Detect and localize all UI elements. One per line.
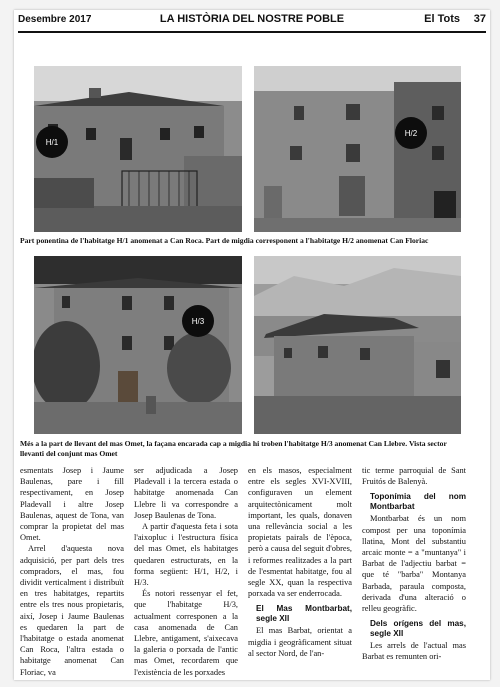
section-heading: El Mas Montbarbat, segle XII	[256, 604, 352, 624]
paragraph: Montbarbat és un nom compost per una toponímia llatina, Mont del substantiu arcaic monte = a "muntanya" i Barbat de l'adjectiu barbat = que té "barba" Montanya Barbada, paraula composta, derivada d'una alteració o relleu geogràfic.	[362, 514, 466, 614]
caption-bottom: Més a la part de llevant del mas Omet, la façana encarada cap a migdia hi troben l'habitatge H/3 anomenat Can Llebre. Vista sector llevanti del conjunt mas Omet	[20, 439, 447, 458]
page-header	[18, 12, 486, 28]
tag-h2: H/2	[395, 117, 427, 149]
photo-can-floriac	[254, 66, 461, 232]
paragraph: tic terme parroquial de Sant Fruitós de Balenyà.	[362, 466, 466, 487]
article-body	[20, 465, 466, 675]
tag-h3: H/3	[182, 305, 214, 337]
paragraph: Les arrels de l'actual mas Barbat es remunten ori-	[362, 641, 466, 662]
column-1	[20, 465, 124, 678]
column-3	[248, 465, 352, 659]
header-rule	[18, 31, 486, 33]
column-2	[134, 465, 238, 678]
paragraph: És notori ressenyar el fet, que l'habitatge H/3, actualment corresponen a la casa anomenada de Can Llebre, antigament, s'aixecava la galeria o porxada de l'antic mas Omet, recordarem que l'existència de les porxades	[134, 589, 238, 677]
paragraph: A partir d'aquesta feta i sota l'aixopluc i l'estructura física del mas Omet, els habitatges quedaren estructurats, en la forma següent: H/1, H/2, i H/3.	[134, 522, 238, 588]
tag-h1: H/1	[36, 126, 68, 158]
paragraph: ser adjudicada a Josep Pladevall i la tercera estada o habitatge anomenada Can Llebre li va correspondre a Josep Baulenas de Tona.	[134, 466, 238, 520]
photo-can-llebre	[34, 256, 242, 434]
section-heading: Toponímia del nom Montbarbat	[370, 492, 466, 512]
photo-vista-llevant	[254, 256, 461, 434]
paragraph: en els masos, especialment entre els segles XVI-XVIII, configuraven un element arquitectònicament molt important, les quals, donaven una rellevància social a les propietats pairals de l'època, però a causa del seguit d'obres, i reformes realitzades a la part de l'esmentat habitatge, fou al segle XX, quan la respectiva porxada va ser enderrocada.	[248, 466, 352, 599]
column-4	[362, 465, 466, 663]
caption-top: Part ponentina de l'habitatge H/1 anomenat a Can Roca. Part de migdia corresponent a l'habitatge H/2 anomenat Can Floriac	[20, 236, 429, 245]
section-heading: Dels orígens del mas, segle XII	[370, 619, 466, 639]
magazine-name: El Tots	[424, 13, 460, 25]
issue-date: Desembre 2017	[18, 14, 92, 25]
paragraph: esmentats Josep i Jaume Baulenas, pare i fill respectivament, en Josep Pladevall i altre Josep Baulenas, aquest de Tona, van comprar la propietat del mas Omet.	[20, 466, 124, 543]
paragraph: El mas Barbat, orientat a migdia i geogràficament situat al sector Nord, de l'an-	[248, 626, 352, 658]
page-number: 37	[473, 13, 486, 25]
paragraph: Arrel d'aquesta nova adquisició, per part dels tres compradors, el mas, fou dividit verticalment i distribuït en tres habitatges, repartits entre els tres nous propietaris, així, Josep i Jaume Baulenas es quedaren la part de l'habitatge o estada anomenat Can Roca, l'altra estada o habitatge anomenat Can Floriac, va	[20, 544, 124, 677]
section-title: LA HISTÒRIA DEL NOSTRE POBLE	[159, 13, 345, 25]
